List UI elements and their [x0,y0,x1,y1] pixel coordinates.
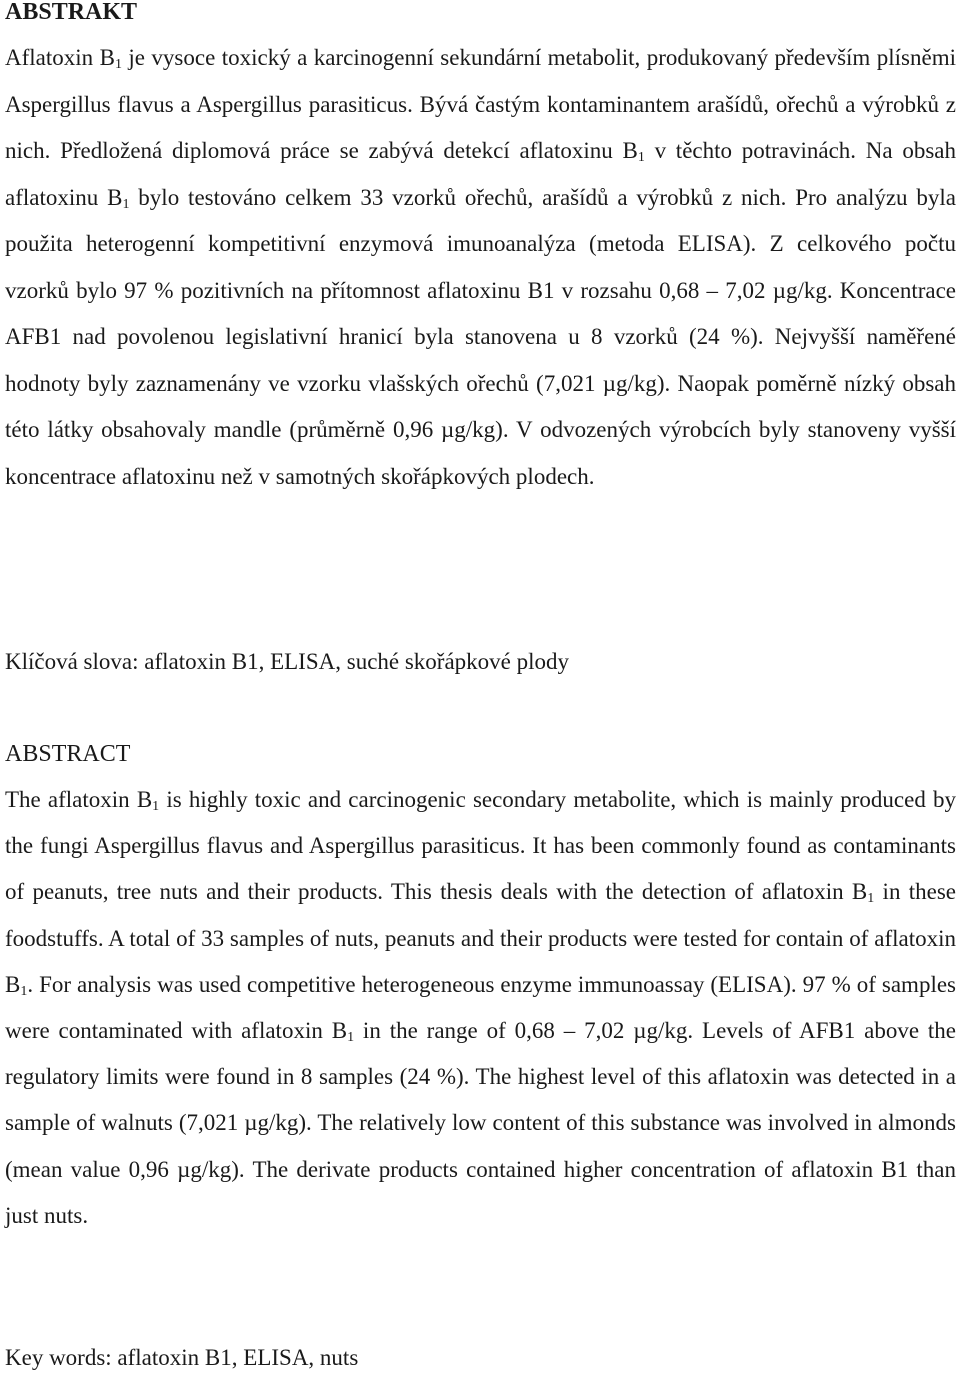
abstract-paragraph-english [5,777,956,1239]
subscript-en-2: 1 [867,891,875,907]
abstract-heading-english: ABSTRACT [5,741,131,767]
abstract-text-en-4: . For analysis was used competitive heterogeneous enzyme immunoassay (ELISA). 97 % of samples were contaminated with aflatoxin B [5,971,956,1044]
subscript-en-1: 1 [152,799,160,814]
keywords-english: Key words: aflatoxin B1, ELISA, nuts [5,1345,359,1370]
abstract-paragraph-czech [5,35,956,500]
subscript-cz-1: 1 [114,57,122,72]
subscript-cz-3: 1 [122,196,130,212]
subscript-en-4: 1 [347,1030,355,1046]
abstract-text-cz-3: v těchto potravinách. Na obsah aflatoxinu B [5,138,956,210]
abstract-text-en-5: in the range of 0,68 – 7,02 µg/kg. Levels of AFB1 above the regulatory limits were found in 8 samples (24 %). The highest level of this aflatoxin was detected in a sample of walnuts (7,021 µg/kg). The relatively low content of this substance was involved in almonds (mean value 0,96 µg/kg). The derivate products contained higher concentration of aflatoxin B1 than just nuts. [5,1018,956,1228]
abstract-heading-czech: ABSTRAKT [5,0,138,25]
abstract-text-cz-1: Aflatoxin B [5,45,115,70]
abstract-text-cz-2: je vysoce toxický a karcinogenní sekundární metabolit, produkovaný především plísněmi Aspergillus flavus a Aspergillus parasiticus. Bývá častým kontaminantem arašídů, ořechů a výrobků z nich. Předložená diplomová práce se zabývá detekcí aflatoxinu B [5,45,956,163]
abstract-text-cz-4: bylo testováno celkem 33 vzorků ořechů, arašídů a výrobků z nich. Pro analýzu byla použita heterogenní kompetitivní enzymová imunoanalýza (metoda ELISA). Z celkového počtu vzorků bylo 97 % pozitivních na přítomnost aflatoxinu B1 v rozsahu 0,68 – 7,02 µg/kg. Koncentrace AFB1 nad povolenou legislativní hranicí byla stanovena u 8 vzorků (24 %). Nejvyšší naměřené hodnoty byly zaznamenány ve vzorku vlašských ořechů (7,021 µg/kg). Naopak poměrně nízký obsah této látky obsahovaly mandle (průměrně 0,96 µg/kg). V odvozených výrobcích byly stanoveny vyšší koncentrace aflatoxinu než v samotných skořápkových plodech. [5,184,956,489]
subscript-en-3: 1 [20,983,28,999]
abstract-text-en-1: The aflatoxin B [5,787,153,812]
keywords-czech: Klíčová slova: aflatoxin B1, ELISA, suché skořápkové plody [5,649,570,674]
abstract-text-en-2: is highly toxic and carcinogenic secondary metabolite, which is mainly produced by the fungi Aspergillus flavus and Aspergillus parasiticus. It has been commonly found as contaminants of peanuts, tree nuts and their products. This thesis deals with the detection of aflatoxin B [5,787,956,905]
abstract-text-en-3: in these foodstuffs. A total of 33 samples of nuts, peanuts and their products were tested for contain of aflatoxin B [5,879,956,997]
subscript-cz-2: 1 [637,150,645,165]
